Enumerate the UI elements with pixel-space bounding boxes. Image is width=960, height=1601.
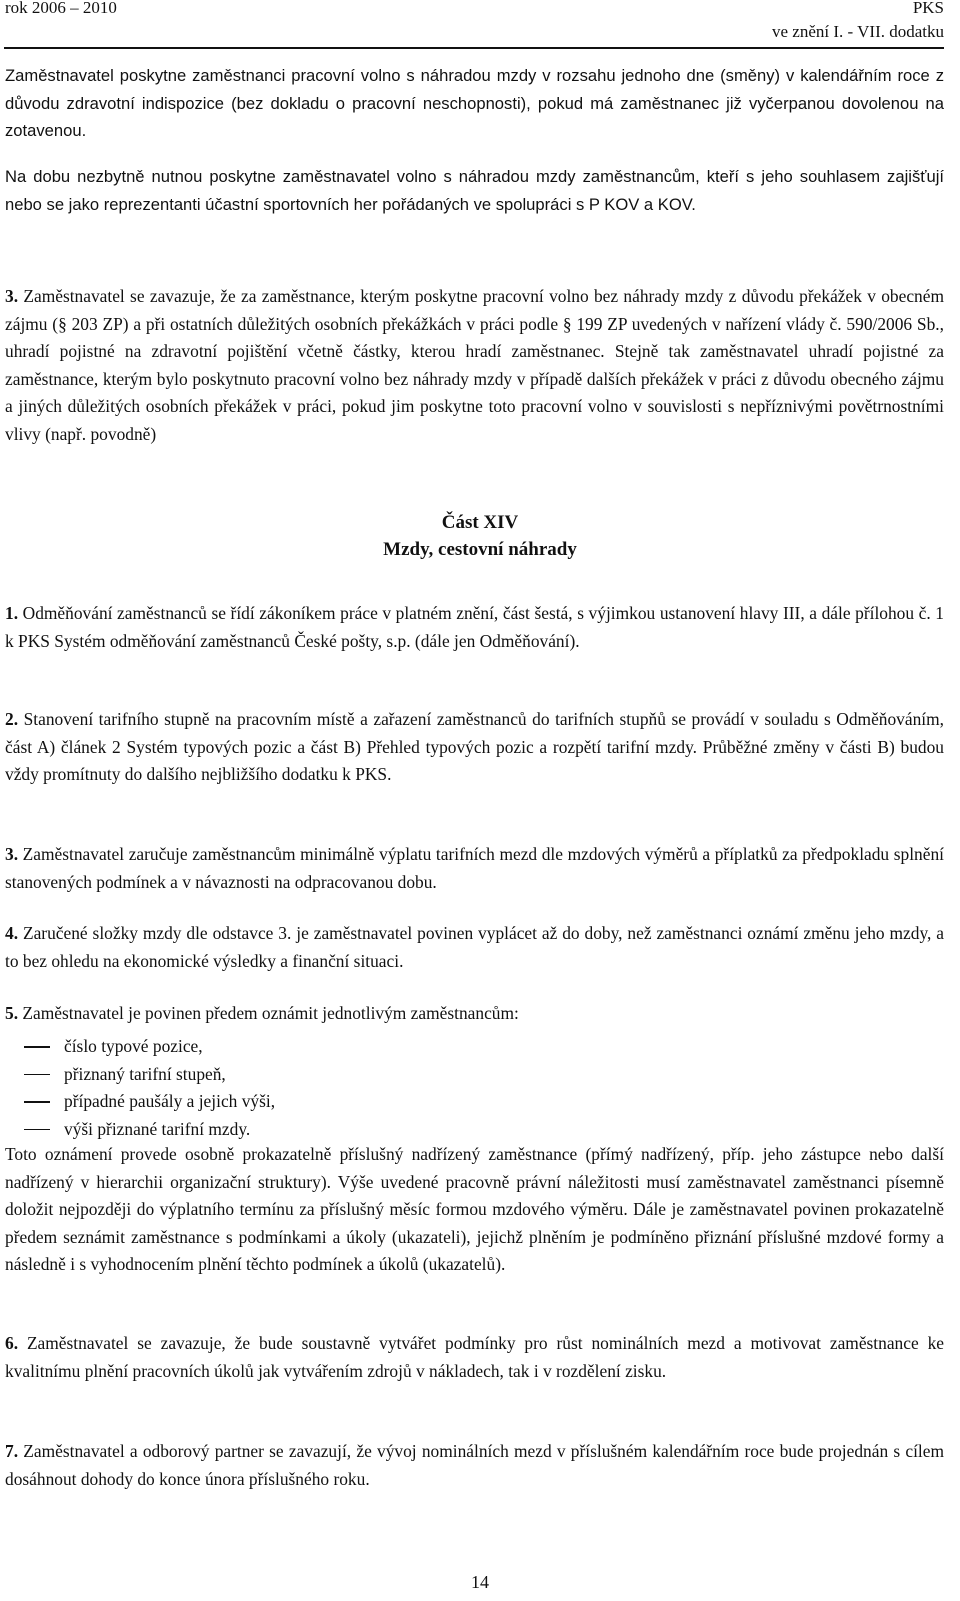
dash-bullet [24, 1101, 50, 1103]
dash-bullet [24, 1129, 50, 1131]
item-number: 5. [5, 1003, 19, 1023]
header-doc-version: ve znění I. - VII. dodatku [772, 22, 944, 41]
header-doc-name: PKS [912, 0, 944, 17]
list-item: výši přiznané tarifní mzdy. [24, 1116, 944, 1144]
item-text: Zaměstnavatel a odborový partner se zavazují, že vývoj nominálních mezd v příslušném kalendářním roce bude projednán s cílem dosáhnout dohody do konce února příslušného roku. [5, 1441, 944, 1489]
item-5-lead [5, 1000, 944, 1028]
item-4 [5, 920, 944, 975]
header-divider [4, 47, 944, 49]
paragraph-number: 3. [5, 286, 19, 306]
paragraph-3 [5, 283, 944, 449]
item-6 [5, 1330, 944, 1385]
item-number: 6. [5, 1333, 19, 1353]
item-text: Zaměstnavatel se zavazuje, že bude soustavně vytvářet podmínky pro růst nominálních mezd a motivovat zaměstnance ke kvalitnímu plnění pracovních úkolů jak vytvářením zdrojů v nákladech, tak i v rozdělení zisku. [5, 1333, 944, 1381]
list-item: číslo typové pozice, [24, 1033, 944, 1061]
intro-paragraph-2: Na dobu nezbytně nutnou poskytne zaměstnavatel volno s náhradou mzdy zaměstnancům, kteří s jeho souhlasem zajišťují nebo se jako reprezentanti účastní sportovních her pořádaných ve spolupráci s P KOV a KOV. [5, 167, 944, 214]
item-text: Odměňování zaměstnanců se řídí zákoníkem práce v platném znění, část šestá, s výjimkou ustanovení hlavy III, a dále přílohou č. 1 k PKS Systém odměňování zaměstnanců České pošty, s.p. (dále jen Odměňování). [5, 603, 944, 651]
item-text: Zaměstnavatel zaručuje zaměstnancům minimálně výplatu tarifních mezd dle mzdových výměrů a příplatků za předpokladu splnění stanovených podmínek a v návaznosti na odpracovanou dobu. [5, 844, 944, 892]
item-text: Zaměstnavatel je povinen předem oznámit jednotlivým zaměstnancům: [22, 1003, 519, 1023]
paragraph-text: Zaměstnavatel se zavazuje, že za zaměstnance, kterým poskytne pracovní volno bez náhrady mzdy z důvodu překážek v obecném zájmu (§ 203 ZP) a při ostatních důležitých osobních překážkách v práci podle § 199 ZP uvedených v nařízení vlády č. 590/2006 Sb., uhradí pojistné na zdravotní pojištění včetně částky, kterou hradí zaměstnanec. Stejně tak zaměstnavatel uhradí pojistné za zaměstnance, kterým bylo poskytnuto pracovní volno bez náhrady mzdy v případě dalších překážek v práci z důvodu obecného zájmu a jiných důležitých osobních překážek v práci, pokud jim poskytne toto pracovní volno v souvislosti s nepříznivými povětrnostními vlivy (např. povodně) [5, 286, 944, 444]
item-1 [5, 600, 944, 655]
item-text: Zaručené složky mzdy dle odstavce 3. je zaměstnavatel povinen vyplácet až do doby, než zaměstnanci oznámí změnu jeho mzdy, a to bez ohledu na ekonomické výsledky a finanční situaci. [5, 923, 944, 971]
item-number: 1. [5, 603, 19, 623]
list-item: přiznaný tarifní stupeň, [24, 1061, 944, 1089]
item-3 [5, 841, 944, 896]
notification-list [24, 1033, 944, 1143]
item-number: 4. [5, 923, 19, 943]
list-item: případné paušály a jejich výši, [24, 1088, 944, 1116]
item-number: 3. [5, 844, 19, 864]
item-5-tail: Toto oznámení provede osobně prokazatelně příslušný nadřízený zaměstnance (přímý nadřízený, příp. jeho zástupce nebo další nadřízený v hierarchii organizační struktury). Výše uvedené pracovně právní náležitosti musí zaměstnavatel zaměstnanci písemně doložit nejpozději do výplatního termínu za příslušný měsíc formou mzdového výměru. Dále je zaměstnavatel povinen prokazatelně předem seznámit zaměstnance s podmínkami a úkoly (ukazateli), jejichž plněním je podmíněno přiznání příslušné mzdové formy a následně i s vyhodnocením plnění těchto podmínek a úkolů (ukazatelů). [5, 1144, 944, 1275]
header-period: rok 2006 – 2010 [5, 0, 117, 17]
section-subtitle: Mzdy, cestovní náhrady [383, 539, 577, 560]
item-2 [5, 706, 944, 789]
item-number: 7. [5, 1441, 19, 1461]
dash-bullet [24, 1046, 50, 1048]
header-doc-info [772, 0, 944, 44]
item-7 [5, 1438, 944, 1493]
intro-paragraph-1: Zaměstnavatel poskytne zaměstnanci pracovní volno s náhradou mzdy v rozsahu jednoho dne (směny) v kalendářním roce z důvodu zdravotní indispozice (bez dokladu o pracovní neschopnosti), pokud má zaměstnanec již vyčerpanou dovolenou na zotavenou. [5, 66, 944, 141]
dash-bullet [24, 1074, 50, 1076]
page-number: 14 [471, 1572, 489, 1592]
item-number: 2. [5, 709, 19, 729]
section-title: Část XIV [441, 512, 519, 533]
item-text: Stanovení tarifního stupně na pracovním místě a zařazení zaměstnanců do tarifních stupňů se provádí v souladu s Odměňováním, část A) článek 2 Systém typových pozic a část B) Přehled typových pozic a rozpětí tarifní mzdy. Průběžné změny v části B) budou vždy promítnuty do dalšího nejbližšího dodatku k PKS. [5, 709, 944, 785]
